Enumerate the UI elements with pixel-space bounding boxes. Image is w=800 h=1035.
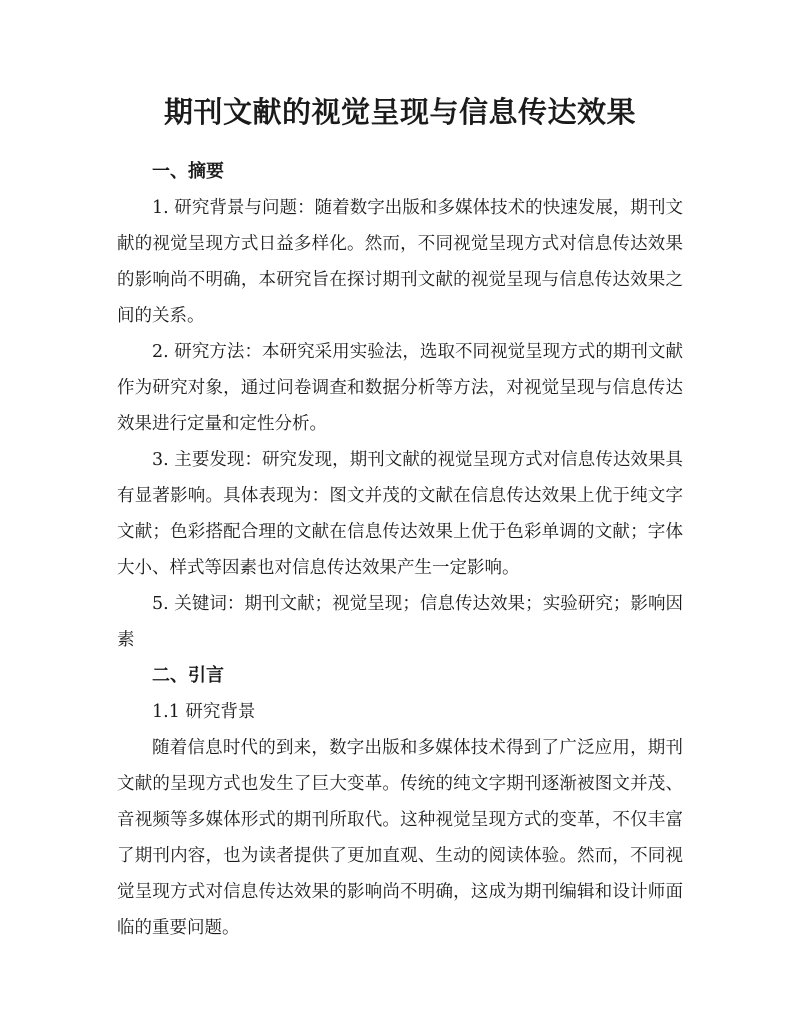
- abstract-paragraph-method: 2. 研究方法：本研究采用实验法，选取不同视觉呈现方式的期刊文献作为研究对象，通过问卷调查和数据分析等方法，对视觉呈现与信息传达效果进行定量和定性分析。: [117, 342, 683, 434]
- abstract-paragraph-keywords: 5. 关键词：期刊文献；视觉呈现；信息传达效果；实验研究；影响因素: [117, 594, 683, 650]
- abstract-paragraph-findings: 3. 主要发现：研究发现，期刊文献的视觉呈现方式对信息传达效果具有显著影响。具体表现为：图文并茂的文献在信息传达效果上优于纯文字文献；色彩搭配合理的文献在信息传达效果上优于色彩单调的文献；字体大小、样式等因素也对信息传达效果产生一定影响。: [117, 450, 683, 578]
- document-title: 期刊文献的视觉呈现与信息传达效果: [163, 95, 636, 129]
- section-heading-abstract: 一、摘要: [152, 161, 224, 182]
- introduction-paragraph: 随着信息时代的到来，数字出版和多媒体技术得到了广泛应用，期刊文献的呈现方式也发生了巨大变革。传统的纯文字期刊逐渐被图文并茂、音视频等多媒体形式的期刊所取代。这种视觉呈现方式的变革，不仅丰富了期刊内容，也为读者提供了更加直观、生动的阅读体验。然而，不同视觉呈现方式对信息传达效果的影响尚不明确，这成为期刊编辑和设计师面临的重要问题。: [117, 738, 683, 938]
- abstract-paragraph-background: 1. 研究背景与问题：随着数字出版和多媒体技术的快速发展，期刊文献的视觉呈现方式日益多样化。然而，不同视觉呈现方式对信息传达效果的影响尚不明确，本研究旨在探讨期刊文献的视觉呈现与信息传达效果之间的关系。: [117, 198, 683, 326]
- subsection-heading-background: 1.1 研究背景: [152, 702, 256, 722]
- document-page: [117, 92, 683, 946]
- section-heading-introduction: 二、引言: [152, 665, 224, 686]
